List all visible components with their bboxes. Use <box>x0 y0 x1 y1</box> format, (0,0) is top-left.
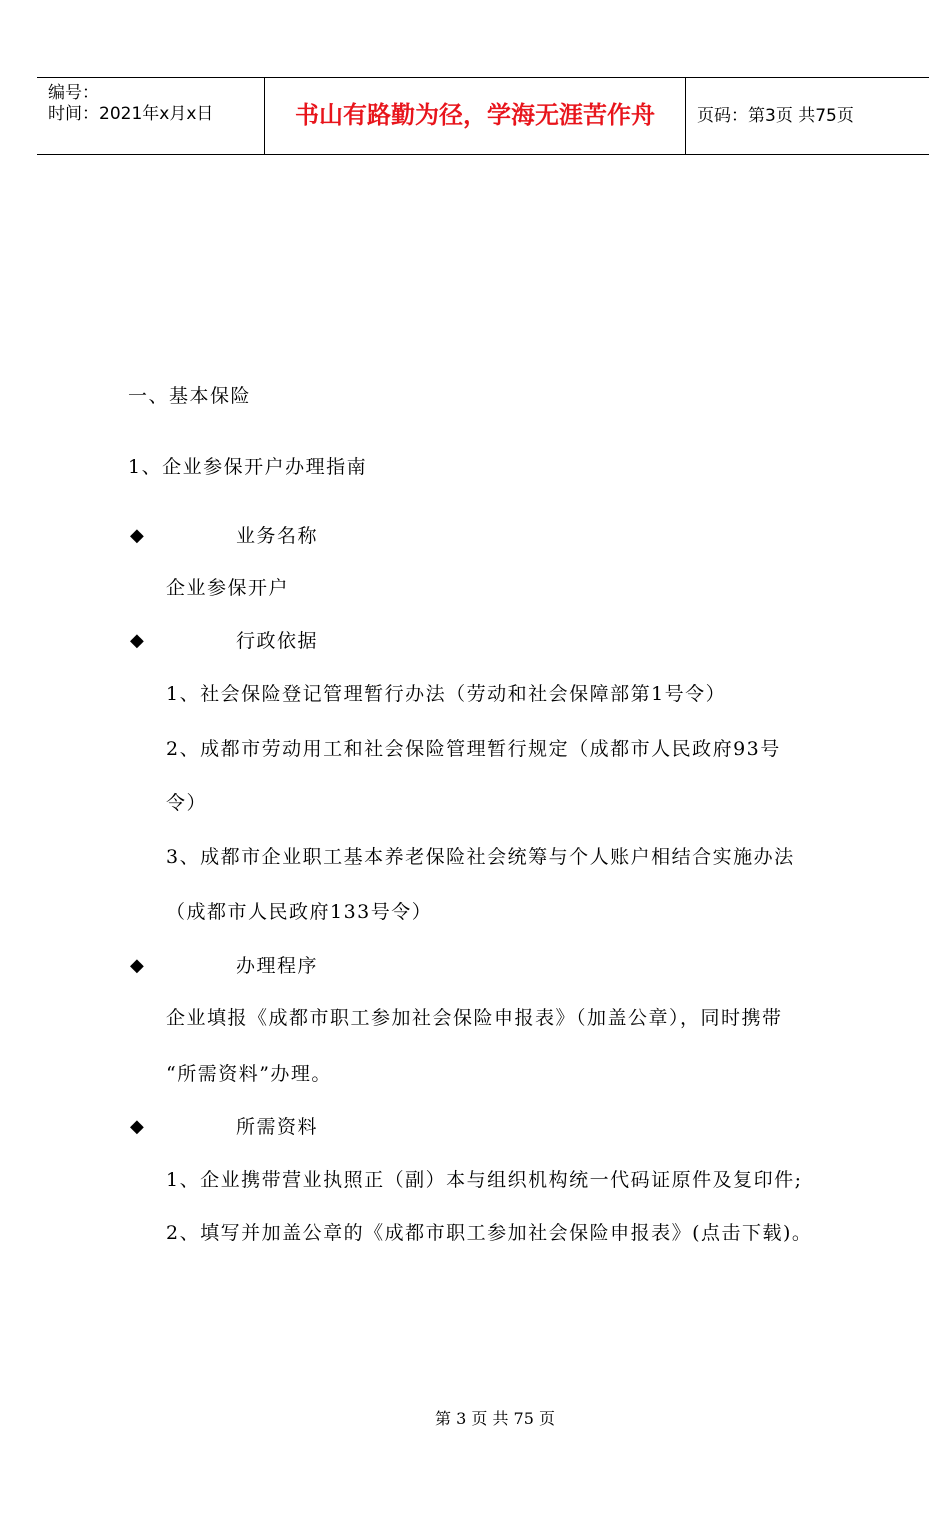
header-page-number: 页码：第3页 共75页 <box>697 106 854 126</box>
diamond-bullet-icon: ◆ <box>130 525 144 546</box>
materials-item: 2、填写并加盖公章的《成都市职工参加社会保险申报表》(点击下载)。 <box>166 1222 813 1244</box>
procedure-text-continued: “所需资料”办理。 <box>166 1063 332 1085</box>
header-page-cell <box>686 78 929 154</box>
bullet-heading-legal-basis: 行政依据 <box>236 630 319 652</box>
footer-page-number: 第 3 页 共 75 页 <box>435 1409 555 1428</box>
diamond-bullet-icon: ◆ <box>130 1116 144 1137</box>
header-meta-cell <box>37 78 265 154</box>
document-number-label: 编号： <box>48 83 99 103</box>
header-motto: 书山有路勤为径，学海无涯苦作舟 <box>295 101 655 129</box>
document-time-label: 时间：2021年x月x日 <box>48 104 214 124</box>
header-motto-cell <box>265 78 686 154</box>
legal-basis-item: 1、社会保险登记管理暂行办法（劳动和社会保障部第1号令） <box>166 683 727 705</box>
procedure-text: 企业填报《成都市职工参加社会保险申报表》（加盖公章），同时携带 <box>166 1007 783 1029</box>
bullet-heading-materials: 所需资料 <box>236 1116 319 1138</box>
legal-basis-item-continued: （成都市人民政府133号令） <box>166 901 433 923</box>
subsection-title: 1、企业参保开户办理指南 <box>128 456 368 478</box>
legal-basis-item: 3、成都市企业职工基本养老保险社会统筹与个人账户相结合实施办法 <box>166 846 795 868</box>
legal-basis-item-continued: 令） <box>166 792 208 814</box>
section-title: 一、基本保险 <box>128 385 252 407</box>
bullet-heading-business-name: 业务名称 <box>236 525 319 547</box>
business-name-value: 企业参保开户 <box>166 577 290 599</box>
header-table <box>37 77 929 155</box>
diamond-bullet-icon: ◆ <box>130 955 144 976</box>
diamond-bullet-icon: ◆ <box>130 630 144 651</box>
bullet-heading-procedure: 办理程序 <box>236 955 319 977</box>
legal-basis-item: 2、成都市劳动用工和社会保险管理暂行规定（成都市人民政府93号 <box>166 738 781 760</box>
materials-item: 1、企业携带营业执照正（副）本与组织机构统一代码证原件及复印件; <box>166 1169 803 1191</box>
